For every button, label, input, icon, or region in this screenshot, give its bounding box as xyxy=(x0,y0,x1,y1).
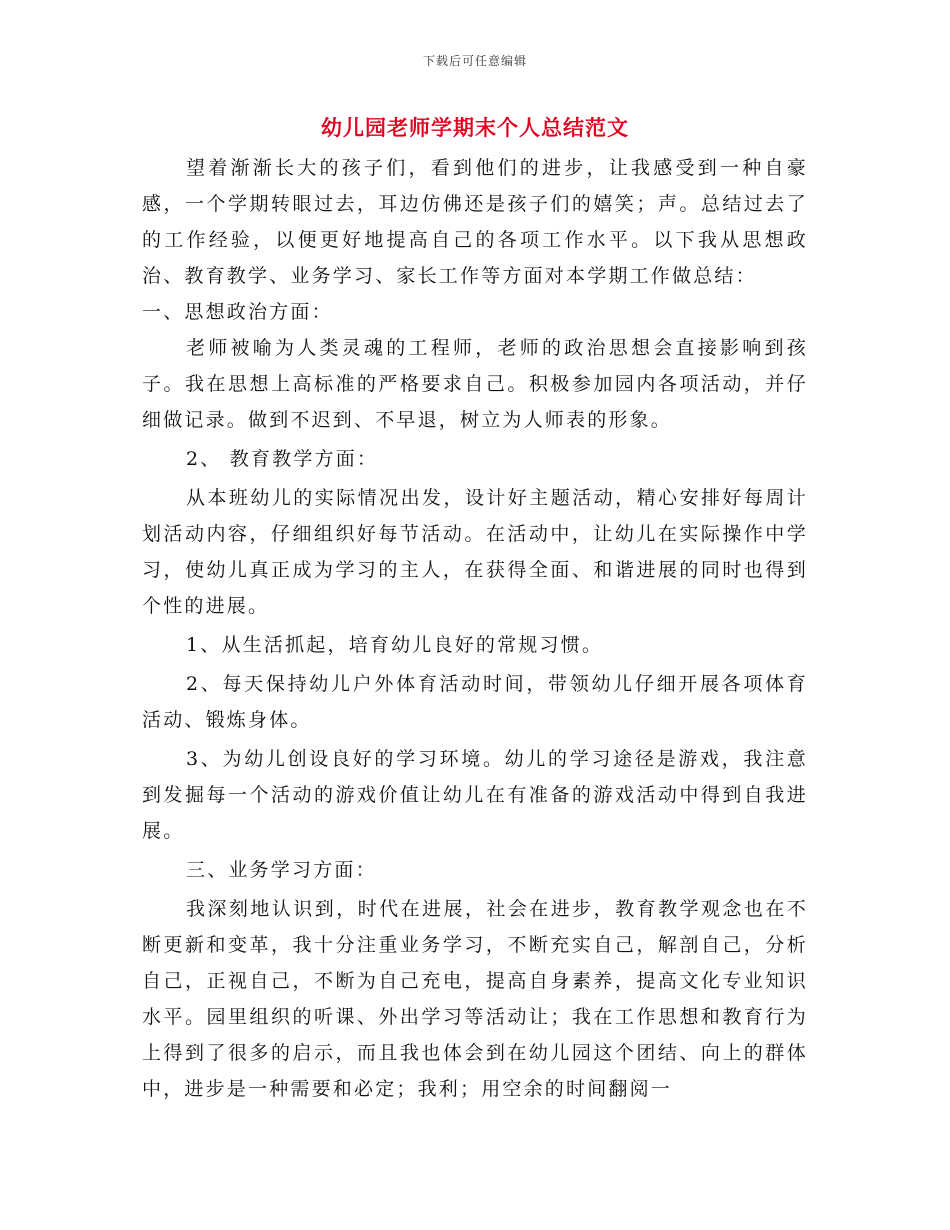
section-heading-politics: 一、思想政治方面： xyxy=(142,301,333,323)
document-body xyxy=(142,150,808,1107)
teaching-item-3: 3、为幼儿创设良好的学习环境。幼儿的学习途径是游戏，我注意到发掘每一个活动的游戏价值让幼儿在有准备的游戏活动中得到自我进展。 xyxy=(142,748,808,842)
section-heading-study: 三、业务学习方面： xyxy=(186,859,377,881)
teaching-item-1: 1、从生活抓起，培育幼儿良好的常规习惯。 xyxy=(186,634,604,656)
teaching-paragraph: 从本班幼儿的实际情况出发，设计好主题活动，精心安排好每周计划活动内容，仔细组织好每节活动。在活动中，让幼儿在实际操作中学习，使幼儿真正成为学习的主人，在获得全面、和谐进展的同时也得到个性的进展。 xyxy=(142,487,808,617)
teaching-item-2: 2、每天保持幼儿户外体育活动时间，带领幼儿仔细开展各项体育活动、锻炼身体。 xyxy=(142,673,808,731)
section-heading-teaching: 2、 教育教学方面： xyxy=(186,448,379,470)
politics-paragraph: 老师被喻为人类灵魂的工程师，老师的政治思想会直接影响到孩子。我在思想上高标准的严格要求自己。积极参加园内各项活动，并仔细做记录。做到不迟到、不早退，树立为人师表的形象。 xyxy=(142,337,808,431)
document-title: 幼儿园老师学期末个人总结范文 xyxy=(321,115,629,140)
study-paragraph: 我深刻地认识到，时代在进展，社会在进步，教育教学观念也在不断更新和变革，我十分注重业务学习，不断充实自己，解剖自己，分析自己，正视自己，不断为自己充电，提高自身素养，提高文化专业知识水平。园里组织的听课、外出学习等活动让；我在工作思想和教育行为上得到了很多的启示，而且我也体会到在幼儿园这个团结、向上的群体中，进步是一种需要和必定；我利；用空余的时间翻阅一 xyxy=(142,898,808,1100)
header-note: 下载后可任意编辑 xyxy=(422,54,527,68)
intro-paragraph: 望着渐渐长大的孩子们，看到他们的进步，让我感受到一种自豪感，一个学期转眼过去，耳边仿佛还是孩子们的嬉笑；声。总结过去了的工作经验，以便更好地提高自己的各项工作水平。以下我从思想政治、教育教学、业务学习、家长工作等方面对本学期工作做总结： xyxy=(142,157,808,287)
